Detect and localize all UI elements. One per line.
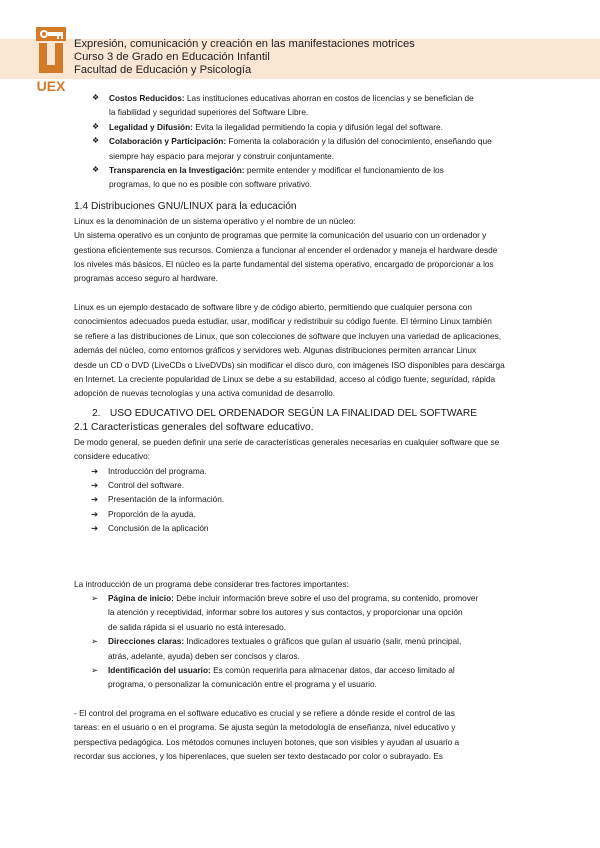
paragraph: De modo general, se pueden definir una serie de características generales necesarias en cualquier software que se considere educativo: — [74, 436, 500, 462]
page-header — [0, 13, 600, 93]
spacer — [74, 692, 574, 706]
faculty-name: Facultad de Educación y Psicología — [74, 64, 252, 77]
arrow-bullet-icon: ➔ — [91, 479, 98, 490]
list-item — [92, 134, 574, 163]
arrow-bullet-icon: ➔ — [91, 494, 98, 505]
diamond-bullet-icon: ❖ — [92, 93, 100, 102]
item-term: Costos Reducidos: — [109, 93, 185, 103]
item-text: Evita la ilegalidad permitiendo la copia y difusión legal del software. — [192, 121, 443, 132]
chapter-heading — [92, 407, 574, 421]
paragraph: - El control del programa en el software educativo es crucial y se refiere a dónde reside el control de las tareas: en el usuario o en el programa. Se ajusta según la metodología de enseñanza, nivel educativo y perspectiva pedagógica. Los métodos comunes incluyen botones, que son visibles y ayudan al usuario a recordar sus acciones, y los hiperenlaces, que suelen ser texto destacado por color o subrayado. Es — [74, 707, 460, 762]
list-item — [92, 163, 574, 192]
item-term: Legalidad y Difusión: — [109, 121, 193, 132]
paragraph: Linux es la denominación de un sistema operativo y el nombre de un núcleo: Un sistema operativo es un conjunto de programas que permite la comunicación del usuario con un ordenador y gestiona eficientemente sus recursos. Comienza a funcionar al encender el ordenador y maneja el hardware desde los niveles más básicos. El núcleo es la parte fundamental del sistema operativo, encargado de proporcionar a los programas acceso seguro al hardware. — [74, 215, 498, 284]
item-text: Las instituciones educativas ahorran en costos de licencias y se benefician de — [184, 93, 474, 103]
item-text: permite entender y modificar el funcionamiento de los — [244, 165, 444, 176]
course-title: Expresión, comunicación y creación en las manifestaciones motrices — [74, 38, 415, 50]
logo-text: UEX — [36, 78, 66, 93]
list-item: ➢ Página de inicio: Debe incluir información breve sobre el uso del programa, su contenido, promover la atención y receptividad, informar sobre los autores y sus contactos, y proporcionar una opción de salida rápida si el usuario no está interesado. — [91, 592, 479, 632]
item-text: Fomenta la colaboración y la difusión del conocimiento, enseñando que — [226, 136, 492, 147]
list-item: ➔ Introducción del programa. — [91, 464, 574, 478]
advantages-list — [74, 91, 574, 192]
item-term: Transparencia en la Investigación: — [109, 165, 245, 176]
list-item — [92, 91, 574, 120]
paragraph: La introducción de un programa debe considerar tres factores importantes: — [74, 578, 349, 589]
chapter-title: USO EDUCATIVO DEL ORDENADOR SEGÚN LA FINALIDAD DEL SOFTWARE — [109, 407, 478, 419]
list-item: ➢ Identificación del usuario: Es común requerirla para almacenar datos, dar acceso limitado al programa, o personalizar la comunicación entre el programa y el usuario. — [91, 665, 455, 690]
factors-list — [74, 591, 574, 692]
arrowhead-bullet-icon: ➢ — [91, 665, 98, 675]
paragraph: Linux es un ejemplo destacado de software libre y de código abierto, permitiendo que cualquier persona con conocimientos adecuados pueda estudiar, usar, modificar y redistribuir su código fuente. El término Linux también se refiere a las distribuciones de Linux, que son colecciones de software que incluyen una variedad de aplicaciones, además del núcleo, como entornos gráficos y servidores web. Algunas distribuciones permiten arrancar Linux desde un CD o DVD (LiveCDs o LiveDVDs) sin modificar el disco duro, con imágenes ISO disponibles para descarga en Internet. La creciente popularidad de Linux se debe a su estabilidad, acceso al código fuente, seguridad, rápida adopción de nuevas tecnologías y una activa comunidad de desarrollo. — [74, 301, 505, 399]
section-heading: 2.1 Características generales del software educativo. — [74, 421, 314, 433]
item-text-cont: siempre hay espacio para mejorar y construir conjuntamente. — [109, 150, 335, 161]
diamond-bullet-icon: ❖ — [92, 136, 100, 146]
diamond-bullet-icon: ❖ — [92, 121, 100, 131]
spacer — [74, 286, 574, 300]
list-item: ➔ Presentación de la información. — [91, 492, 574, 506]
list-item: ➔ Proporción de la ayuda. — [91, 507, 574, 521]
list-item: ➢ Direcciones claras: Indicadores textuales o gráficos que guían al usuario (salir, menú principal, atrás, adelante, ayuda) deben ser concisos y claros. — [91, 636, 462, 661]
uex-logo — [36, 27, 66, 93]
header-text — [74, 38, 415, 78]
page-content — [74, 91, 574, 763]
item-text-cont: programas, lo que no es posible con software privativo. — [109, 179, 312, 190]
item-term: Colaboración y Participación: — [109, 136, 227, 147]
diamond-bullet-icon: ❖ — [92, 165, 100, 175]
list-item — [92, 120, 574, 134]
arrow-bullet-icon: ➔ — [91, 465, 98, 476]
arrow-bullet-icon: ➔ — [91, 508, 98, 519]
arrow-bullet-icon: ➔ — [91, 523, 98, 534]
arrowhead-bullet-icon: ➢ — [91, 592, 98, 603]
arrowhead-bullet-icon: ➢ — [91, 636, 98, 647]
item-text-cont: la fiabilidad y seguridad superiores del Software Libre. — [109, 107, 309, 118]
list-item: ➔ Control del software. — [91, 478, 574, 492]
list-item: ➔ Conclusión de la aplicación — [91, 521, 574, 535]
section-heading: 1.4 Distribuciones GNU/LINUX para la educación — [74, 200, 297, 212]
course-level: Curso 3 de Grado en Educación Infantil — [74, 51, 270, 64]
spacer — [74, 536, 574, 577]
characteristics-list — [74, 464, 574, 536]
chapter-number: 2. — [92, 407, 101, 419]
